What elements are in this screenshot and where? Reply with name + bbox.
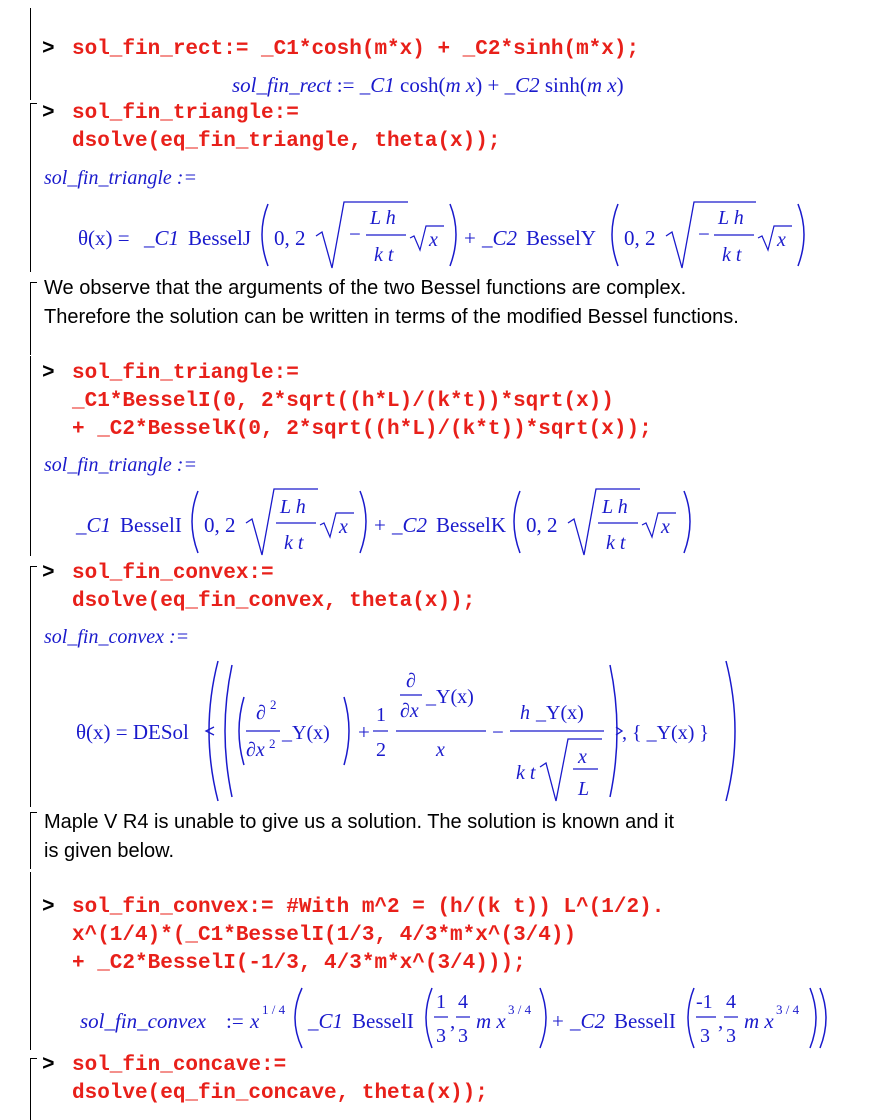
- const-c2: _C2: [392, 513, 428, 537]
- command-input[interactable]: dsolve(eq_fin_concave, theta(x));: [72, 1082, 488, 1105]
- minus: −: [698, 222, 710, 246]
- frac-den: 3: [700, 1025, 710, 1047]
- group-bracket: [30, 1058, 37, 1120]
- command-input[interactable]: _C1*BesselI(0, 2*sqrt((h*L)/(k*t))*sqrt(x)): [72, 390, 614, 413]
- svg-text:∂x: ∂x: [246, 739, 265, 761]
- x-var: x: [661, 516, 670, 538]
- const-c2: _C2: [504, 73, 540, 97]
- denominator: k t: [374, 244, 394, 266]
- exp-3-4: 3 / 4: [508, 1002, 532, 1017]
- cosh-fn: cosh: [400, 73, 439, 97]
- mx: m x: [476, 1009, 506, 1033]
- output-label: sol_fin_triangle :=: [44, 167, 197, 189]
- command-input[interactable]: dsolve(eq_fin_convex, theta(x));: [72, 590, 476, 613]
- input-prompt: >: [42, 38, 55, 61]
- exp-1-4: 1 / 4: [262, 1002, 286, 1017]
- numerator: L h: [602, 496, 628, 518]
- frac-num: 4: [458, 991, 468, 1013]
- order-arg: 0, 2: [624, 226, 656, 250]
- frac-num: 4: [726, 991, 736, 1013]
- output-label: sol_fin_triangle :=: [44, 454, 197, 476]
- command-input[interactable]: + _C2*BesselK(0, 2*sqrt((h*L)/(k*t))*sqrt(x));: [72, 418, 652, 441]
- bessel-i: BesselI: [120, 513, 182, 537]
- bessel-i: BesselI: [352, 1009, 414, 1033]
- group-bracket: [30, 282, 37, 355]
- svg-text:∂x: ∂x: [400, 700, 419, 722]
- theta: θ(x) =: [78, 226, 130, 250]
- svg-text:,: ,: [450, 1009, 456, 1033]
- numerator: L h: [280, 496, 306, 518]
- bessel-i: BesselI: [614, 1009, 676, 1033]
- denominator: k t: [722, 244, 742, 266]
- output-convex-solution: [76, 984, 856, 1054]
- y-func: _Y(x): [536, 702, 584, 724]
- desol: θ(x) = DESol: [76, 720, 189, 744]
- command-input[interactable]: sol_fin_triangle:=: [72, 362, 299, 385]
- command-input[interactable]: sol_fin_rect:= _C1*cosh(m*x) + _C2*sinh(m*x);: [72, 38, 640, 61]
- x-var: x: [339, 516, 348, 538]
- group-bracket: [30, 812, 37, 869]
- group-bracket: [30, 872, 31, 1050]
- svg-text:2: 2: [270, 697, 277, 712]
- order-arg: 0, 2: [526, 513, 558, 537]
- assign-op: :=: [226, 1009, 244, 1033]
- arg: m x: [445, 73, 476, 97]
- y-func: _Y(x): [282, 722, 330, 744]
- sinh-fn: sinh: [544, 73, 580, 97]
- x-var: x: [578, 746, 587, 768]
- const-c1: _C1: [144, 226, 180, 250]
- plus: +: [464, 226, 476, 250]
- group-bracket: [30, 566, 37, 807]
- plus: +: [552, 1009, 564, 1033]
- text-line: Therefore the solution can be written in terms of the modified Bessel functions.: [44, 306, 739, 328]
- order-arg: 0, 2: [274, 226, 306, 250]
- frac-num: -1: [696, 991, 713, 1013]
- const-c2: _C2: [482, 226, 518, 250]
- input-prompt: >: [42, 362, 55, 385]
- group-bracket: [30, 356, 31, 556]
- assign-op: :=: [336, 73, 355, 97]
- const-c2: _C2: [570, 1009, 606, 1033]
- text-line: We observe that the arguments of the two Bessel functions are complex.: [44, 277, 687, 299]
- command-input[interactable]: sol_fin_convex:=: [72, 562, 274, 585]
- input-prompt: >: [42, 102, 55, 125]
- group-bracket: [30, 8, 31, 100]
- order-arg: 0, 2: [204, 513, 236, 537]
- command-input[interactable]: dsolve(eq_fin_triangle, theta(x));: [72, 130, 501, 153]
- half-num: 1: [376, 704, 386, 726]
- frac-den: 3: [436, 1025, 446, 1047]
- input-prompt: >: [42, 562, 55, 585]
- plus: +: [374, 513, 386, 537]
- command-input[interactable]: x^(1/4)*(_C1*BesselI(1/3, 4/3*m*x^(3/4)): [72, 924, 577, 947]
- command-input[interactable]: sol_fin_concave:=: [72, 1054, 287, 1077]
- output-lhs: sol_fin_convex: [80, 1009, 206, 1033]
- denominator: k t: [284, 532, 304, 554]
- frac-num: 1: [436, 991, 446, 1013]
- h-var: h: [520, 702, 530, 724]
- command-input[interactable]: + _C2*BesselI(-1/3, 4/3*m*x^(3/4)));: [72, 952, 526, 975]
- bessel-j: BesselJ: [188, 226, 251, 250]
- group-bracket: [30, 103, 37, 272]
- command-input[interactable]: sol_fin_convex:= #With m^2 = (h/(k t)) L^(1/2).: [72, 896, 665, 919]
- minus: −: [349, 222, 361, 246]
- output-lhs: sol_fin_rect: [232, 73, 332, 97]
- const-c1: _C1: [76, 513, 112, 537]
- output-label: sol_fin_convex :=: [44, 626, 190, 648]
- y-set: , { _Y(x) }: [622, 722, 709, 744]
- frac-den: 3: [458, 1025, 468, 1047]
- command-input[interactable]: sol_fin_triangle:=: [72, 102, 299, 125]
- l-var: L: [578, 778, 590, 800]
- mx: m x: [744, 1009, 774, 1033]
- output-convex-desol: [70, 655, 750, 807]
- half-den: 2: [376, 739, 386, 761]
- input-prompt: >: [42, 1054, 55, 1077]
- svg-text:2: 2: [269, 736, 276, 751]
- svg-text:−: −: [492, 720, 504, 744]
- input-prompt: >: [42, 896, 55, 919]
- denominator: k t: [606, 532, 626, 554]
- x-var: x: [250, 1009, 260, 1033]
- plus: +: [487, 73, 500, 97]
- x-var: x: [436, 739, 445, 761]
- bessel-y: BesselY: [526, 226, 596, 250]
- kt: k t: [516, 762, 536, 784]
- svg-text:,: ,: [718, 1009, 724, 1033]
- text-line: Maple V R4 is unable to give us a solution. The solution is known and it: [44, 811, 674, 833]
- y-func: _Y(x): [426, 686, 474, 708]
- svg-text:+: +: [358, 720, 370, 744]
- output-rect: sol_fin_rect := _C1 cosh(m x) + _C2 sinh(m x): [232, 73, 624, 97]
- text-line: is given below.: [44, 840, 175, 862]
- numerator: L h: [370, 207, 396, 229]
- const-c1: _C1: [308, 1009, 344, 1033]
- output-triangle-dsolve: [70, 196, 830, 272]
- const-c1: _C1: [359, 73, 395, 97]
- svg-text:∂: ∂: [256, 702, 266, 724]
- numerator: L h: [718, 207, 744, 229]
- bessel-k: BesselK: [436, 513, 506, 537]
- output-triangle-modified: [70, 483, 710, 559]
- frac-den: 3: [726, 1025, 736, 1047]
- x-var: x: [777, 229, 786, 251]
- arg: m x: [586, 73, 617, 97]
- x-var: x: [429, 229, 438, 251]
- svg-text:∂: ∂: [406, 670, 416, 692]
- exp-3-4: 3 / 4: [776, 1002, 800, 1017]
